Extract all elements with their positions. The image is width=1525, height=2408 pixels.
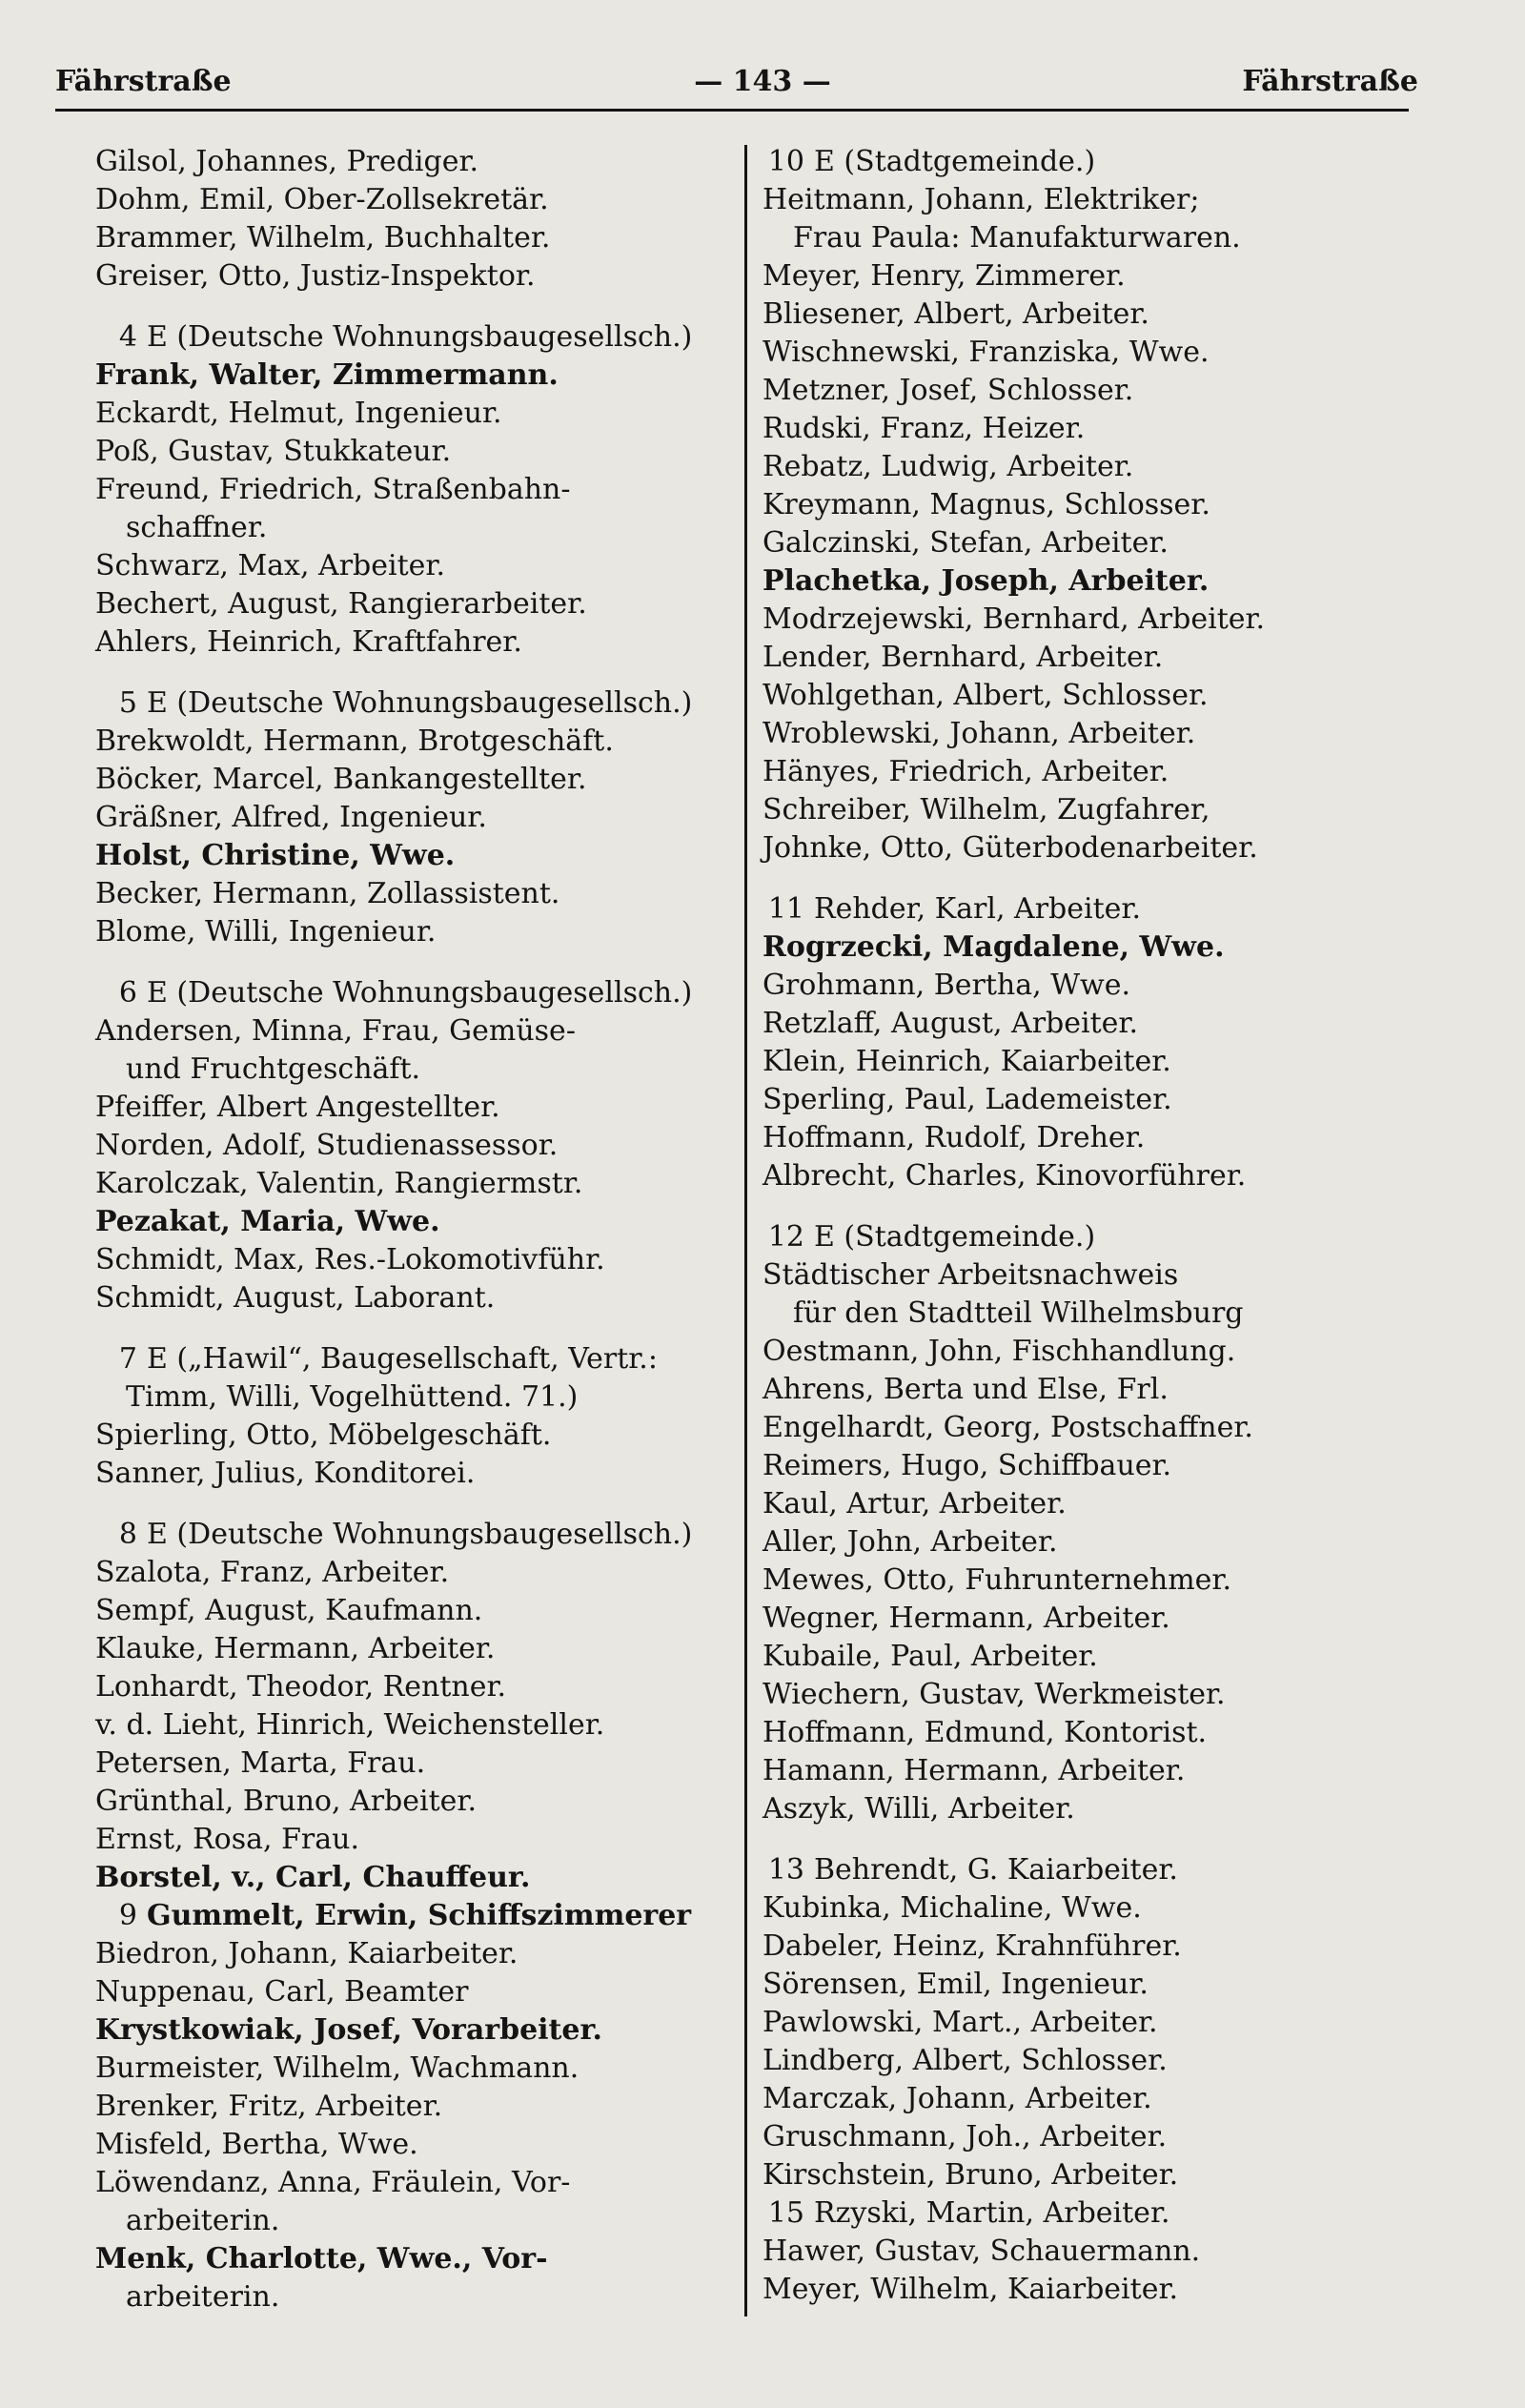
resident-entry (95, 1668, 743, 1706)
resident-entry (95, 2050, 743, 2088)
entry-text: Lonhardt, Theodor, Rentner. (95, 1670, 507, 1704)
resident-entry (95, 219, 743, 257)
entry-text: Kubinka, Michaline, Wwe. (762, 1891, 1142, 1925)
entry-text: Schreiber, Wilhelm, Zugfahrer, (762, 793, 1210, 826)
entry-text: Sperling, Paul, Lademeister. (762, 1083, 1172, 1116)
entry-text: schaffner. (126, 511, 268, 544)
entry-text: Brammer, Wilhelm, Buchhalter. (95, 221, 551, 255)
entry-text: Heitmann, Johann, Elektriker; (762, 183, 1200, 216)
resident-entry (95, 1165, 743, 1203)
resident-entry (762, 601, 1449, 639)
entry-text: E („Hawil“, Baugesellschaft, Vertr.: (147, 1342, 658, 1376)
resident-entry (762, 1295, 1449, 1333)
resident-entry (762, 257, 1449, 296)
resident-entry (95, 875, 743, 913)
entry-text: Galczinski, Stefan, Arbeiter. (762, 526, 1169, 560)
entry-text: Aszyk, Willi, Arbeiter. (762, 1792, 1075, 1826)
resident-entry (762, 715, 1449, 753)
house-number-entry (95, 318, 743, 357)
house-number-entry (95, 1897, 743, 1935)
house-number-entry (762, 890, 1449, 929)
entry-text: Brenker, Fritz, Arbeiter. (95, 2090, 443, 2123)
entry-text: Ahlers, Heinrich, Kraftfahrer. (95, 625, 522, 659)
entry-text: arbeiterin. (126, 2280, 280, 2314)
resident-entry (762, 1447, 1449, 1485)
entry-text: Gummelt, Erwin, Schiffszimmerer (147, 1899, 692, 1932)
resident-entry (762, 929, 1449, 967)
header-rule (55, 109, 1409, 112)
resident-entry (762, 1005, 1449, 1043)
resident-entry (95, 2164, 743, 2202)
resident-entry (95, 1089, 743, 1127)
entry-text: Biedron, Johann, Kaiarbeiter. (95, 1937, 518, 1970)
resident-entry (95, 2011, 743, 2050)
resident-entry (95, 357, 743, 395)
section-gap (762, 1195, 1449, 1218)
resident-entry (762, 1157, 1449, 1195)
entry-text: Städtischer Arbeitsnachweis (762, 1258, 1179, 1292)
entry-text: Blome, Willi, Ingenieur. (95, 915, 437, 949)
entry-text: Holst, Christine, Wwe. (95, 839, 456, 872)
entry-text: und Fruchtgeschäft. (126, 1052, 421, 1086)
house-number-entry (762, 1218, 1449, 1256)
entry-text: Retzlaff, August, Arbeiter. (762, 1007, 1138, 1040)
entry-text: E (Deutsche Wohnungsbaugesellsch.) (147, 976, 693, 1010)
resident-entry (95, 2278, 743, 2316)
resident-entry (95, 1378, 743, 1417)
entry-text: E (Deutsche Wohnungsbaugesellsch.) (147, 320, 693, 354)
house-number: 7 (118, 1342, 137, 1376)
entry-text: Menk, Charlotte, Wwe., Vor- (95, 2242, 548, 2275)
entry-text: Nuppenau, Carl, Beamter (95, 1975, 469, 2009)
resident-entry (762, 1561, 1449, 1600)
resident-entry (762, 2004, 1449, 2042)
entry-text: Sanner, Julius, Konditorei. (95, 1457, 476, 1490)
resident-entry (762, 753, 1449, 791)
entry-text: Löwendanz, Anna, Fräulein, Vor- (95, 2166, 571, 2199)
house-number-entry (762, 143, 1449, 181)
resident-entry (762, 1485, 1449, 1523)
entry-text: Spierling, Otto, Möbelgeschäft. (95, 1418, 552, 1452)
resident-entry (95, 1745, 743, 1783)
section-gap (95, 296, 743, 318)
entry-text: Szalota, Franz, Arbeiter. (95, 1556, 450, 1589)
house-number-entry (95, 684, 743, 723)
resident-entry (95, 1821, 743, 1859)
resident-entry (762, 2042, 1449, 2080)
house-number: 12 (767, 1220, 804, 1254)
entry-text: Kubaile, Paul, Arbeiter. (762, 1640, 1098, 1673)
entry-text: Bliesener, Albert, Arbeiter. (762, 297, 1149, 331)
resident-entry (95, 1455, 743, 1493)
house-number: 11 (767, 892, 804, 926)
entry-text: Oestmann, John, Fischhandlung. (762, 1335, 1236, 1368)
entry-text: Dohm, Emil, Ober-Zollsekretär. (95, 183, 549, 216)
entry-text: für den Stadtteil Wilhelmsburg (793, 1296, 1244, 1330)
resident-entry (762, 296, 1449, 334)
resident-entry (762, 524, 1449, 562)
entry-text: Modrzejewski, Bernhard, Arbeiter. (762, 602, 1266, 636)
resident-entry (762, 791, 1449, 829)
entry-text: Krystkowiak, Josef, Vorarbeiter. (95, 2013, 602, 2047)
resident-entry (762, 486, 1449, 524)
resident-entry (762, 639, 1449, 677)
resident-entry (762, 448, 1449, 486)
entry-text: Pfeiffer, Albert Angestellter. (95, 1091, 500, 1124)
entry-text: Pawlowski, Mart., Arbeiter. (762, 2006, 1158, 2039)
entry-text: Gräßner, Alfred, Ingenieur. (95, 801, 487, 834)
resident-entry (762, 1256, 1449, 1295)
resident-entry (95, 471, 743, 509)
entry-text: E (Stadtgemeinde.) (814, 145, 1096, 178)
entry-text: Hänyes, Friedrich, Arbeiter. (762, 755, 1169, 788)
entry-text: E (Deutsche Wohnungsbaugesellsch.) (147, 1518, 693, 1551)
resident-entry (762, 1043, 1449, 1081)
entry-text: E (Deutsche Wohnungsbaugesellsch.) (147, 686, 693, 720)
entry-text: Klauke, Hermann, Arbeiter. (95, 1632, 496, 1665)
entry-text: Engelhardt, Georg, Postschaffner. (762, 1411, 1253, 1444)
resident-entry (95, 1592, 743, 1630)
section-gap (95, 951, 743, 974)
entry-text: Hawer, Gustav, Schauermann. (762, 2235, 1201, 2268)
entry-text: Freund, Friedrich, Straßenbahn- (95, 473, 571, 506)
entry-text: Greiser, Otto, Justiz-Inspektor. (95, 259, 536, 293)
entry-text: Rzyski, Martin, Arbeiter. (814, 2196, 1170, 2230)
entry-text: Schwarz, Max, Arbeiter. (95, 549, 446, 582)
resident-entry (95, 723, 743, 761)
entry-text: v. d. Lieht, Hinrich, Weichensteller. (95, 1708, 605, 1742)
entry-text: Petersen, Marta, Frau. (95, 1746, 426, 1780)
resident-entry (95, 1973, 743, 2011)
entry-text: Brekwoldt, Hermann, Brotgeschäft. (95, 724, 614, 758)
entry-text: Grohmann, Bertha, Wwe. (762, 969, 1131, 1002)
entry-text: Sempf, August, Kaufmann. (95, 1594, 483, 1627)
resident-entry (95, 799, 743, 837)
entry-text: Kaul, Artur, Arbeiter. (762, 1487, 1067, 1520)
entry-text: Misfeld, Bertha, Wwe. (95, 2128, 418, 2161)
resident-entry (95, 585, 743, 623)
house-number-entry (762, 1851, 1449, 1889)
house-number: 5 (118, 686, 137, 720)
entry-text: Kreymann, Magnus, Schlosser. (762, 488, 1210, 521)
entry-text: Wohlgethan, Albert, Schlosser. (762, 679, 1209, 712)
entry-text: Klein, Heinrich, Kaiarbeiter. (762, 1045, 1171, 1078)
resident-entry (762, 829, 1449, 867)
resident-entry (762, 562, 1449, 601)
entry-text: Lindberg, Albert, Schlosser. (762, 2044, 1168, 2077)
entry-text: Gilsol, Johannes, Prediger. (95, 145, 479, 178)
entry-text: Pezakat, Maria, Wwe. (95, 1205, 440, 1238)
resident-entry (95, 761, 743, 799)
resident-entry (95, 1051, 743, 1089)
entry-text: Wischnewski, Franziska, Wwe. (762, 336, 1210, 369)
section-gap (95, 1317, 743, 1340)
resident-entry (95, 547, 743, 585)
resident-entry (95, 2202, 743, 2240)
section-gap (762, 1828, 1449, 1851)
resident-entry (95, 2240, 743, 2278)
entry-text: Burmeister, Wilhelm, Wachmann. (95, 2051, 580, 2085)
resident-entry (762, 1600, 1449, 1638)
house-number: 8 (118, 1518, 137, 1551)
resident-entry (95, 1012, 743, 1051)
entry-text: Plachetka, Joseph, Arbeiter. (762, 564, 1210, 598)
resident-entry (95, 837, 743, 875)
entry-text: Becker, Hermann, Zollassistent. (95, 877, 560, 910)
entry-text: Andersen, Minna, Frau, Gemüse- (95, 1014, 576, 1048)
right-column (762, 143, 1449, 2309)
street-header-right: Fährstraße (1242, 65, 1418, 98)
entry-text: arbeiterin. (126, 2204, 280, 2237)
entry-text: Schmidt, August, Laborant. (95, 1281, 496, 1315)
resident-entry (95, 257, 743, 296)
entry-text: Reimers, Hugo, Schiffbauer. (762, 1449, 1172, 1482)
resident-entry (762, 1638, 1449, 1676)
house-number-entry (95, 974, 743, 1012)
entry-text: E (Stadtgemeinde.) (814, 1220, 1096, 1254)
entry-text: Meyer, Wilhelm, Kaiarbeiter. (762, 2273, 1179, 2306)
resident-entry (762, 2233, 1449, 2271)
resident-entry (95, 1127, 743, 1165)
resident-entry (95, 433, 743, 471)
resident-entry (762, 1081, 1449, 1119)
entry-text: Poß, Gustav, Stukkateur. (95, 435, 452, 468)
house-number: 15 (767, 2196, 804, 2230)
entry-text: Timm, Willi, Vogelhüttend. 71.) (126, 1380, 579, 1414)
entry-text: Rogrzecki, Magdalene, Wwe. (762, 930, 1225, 964)
entry-text: Frank, Walter, Zimmermann. (95, 358, 559, 392)
resident-entry (95, 1203, 743, 1241)
entry-text: Gruschmann, Joh., Arbeiter. (762, 2120, 1168, 2153)
entry-text: Wroblewski, Johann, Arbeiter. (762, 717, 1196, 750)
resident-entry (95, 1417, 743, 1455)
entry-text: Böcker, Marcel, Bankangestellter. (95, 763, 587, 796)
resident-entry (762, 1119, 1449, 1157)
resident-entry (762, 1409, 1449, 1447)
entry-text: Borstel, v., Carl, Chauffeur. (95, 1861, 531, 1894)
entry-text: Ahrens, Berta und Else, Frl. (762, 1373, 1169, 1406)
resident-entry (762, 1889, 1449, 1928)
resident-entry (762, 1371, 1449, 1409)
resident-entry (95, 395, 743, 433)
entry-text: Ernst, Rosa, Frau. (95, 1823, 359, 1856)
entry-text: Sörensen, Emil, Ingenieur. (762, 1968, 1149, 2001)
entry-text: Karolczak, Valentin, Rangiermstr. (95, 1167, 583, 1200)
column-divider (744, 145, 747, 2316)
resident-entry (762, 2156, 1449, 2194)
entry-text: Wegner, Hermann, Arbeiter. (762, 1602, 1170, 1635)
resident-entry (95, 1859, 743, 1897)
resident-entry (95, 1783, 743, 1821)
resident-entry (95, 1241, 743, 1279)
resident-entry (762, 334, 1449, 372)
resident-entry (95, 2088, 743, 2126)
section-gap (762, 867, 1449, 890)
resident-entry (762, 219, 1449, 257)
entry-text: Wiechern, Gustav, Werkmeister. (762, 1678, 1226, 1711)
section-gap (95, 662, 743, 684)
resident-entry (762, 1714, 1449, 1752)
resident-entry (762, 1676, 1449, 1714)
entry-text: Aller, John, Arbeiter. (762, 1525, 1058, 1559)
entry-text: Bechert, August, Rangierarbeiter. (95, 587, 587, 621)
resident-entry (95, 913, 743, 951)
resident-entry (95, 1279, 743, 1317)
entry-text: Rehder, Karl, Arbeiter. (814, 892, 1141, 926)
resident-entry (95, 181, 743, 219)
resident-entry (95, 1630, 743, 1668)
entry-text: Eckardt, Helmut, Ingenieur. (95, 397, 502, 430)
resident-entry (95, 1935, 743, 1973)
resident-entry (95, 1554, 743, 1592)
resident-entry (762, 1523, 1449, 1561)
entry-text: Metzner, Josef, Schlosser. (762, 374, 1134, 407)
resident-entry (762, 2271, 1449, 2309)
entry-text: Behrendt, G. Kaiarbeiter. (814, 1853, 1178, 1887)
entry-text: Norden, Adolf, Studienassessor. (95, 1129, 559, 1162)
resident-entry (95, 2126, 743, 2164)
entry-text: Hamann, Hermann, Arbeiter. (762, 1754, 1186, 1787)
resident-entry (95, 143, 743, 181)
entry-text: Grünthal, Bruno, Arbeiter. (95, 1785, 477, 1818)
resident-entry (762, 2118, 1449, 2156)
resident-entry (762, 967, 1449, 1005)
house-number-entry (95, 1516, 743, 1554)
entry-text: Albrecht, Charles, Kinovorführer. (762, 1159, 1247, 1193)
entry-text: Kirschstein, Bruno, Arbeiter. (762, 2158, 1179, 2192)
house-number: 9 (118, 1899, 137, 1932)
house-number: 6 (118, 976, 137, 1010)
left-column (95, 143, 743, 2316)
entry-text: Lender, Bernhard, Arbeiter. (762, 641, 1164, 674)
resident-entry (95, 1706, 743, 1745)
resident-entry (762, 1790, 1449, 1828)
resident-entry (762, 1333, 1449, 1371)
resident-entry (762, 181, 1449, 219)
section-gap (95, 1493, 743, 1516)
entry-text: Rudski, Franz, Heizer. (762, 412, 1086, 445)
entry-text: Frau Paula: Manufakturwaren. (793, 221, 1241, 255)
resident-entry (762, 410, 1449, 448)
entry-text: Mewes, Otto, Fuhrunternehmer. (762, 1563, 1231, 1597)
entry-text: Marczak, Johann, Arbeiter. (762, 2082, 1152, 2115)
street-header-left: Fährstraße (55, 65, 232, 98)
entry-text: Johnke, Otto, Güterbodenarbeiter. (762, 831, 1258, 865)
house-number: 13 (767, 1853, 804, 1887)
resident-entry (762, 2080, 1449, 2118)
resident-entry (95, 623, 743, 662)
entry-text: Meyer, Henry, Zimmerer. (762, 259, 1126, 293)
entry-text: Hoffmann, Rudolf, Dreher. (762, 1121, 1146, 1154)
entry-text: Dabeler, Heinz, Krahnführer. (762, 1929, 1182, 1963)
resident-entry (95, 509, 743, 547)
entry-text: Hoffmann, Edmund, Kontorist. (762, 1716, 1208, 1749)
page-number: — 143 — (694, 65, 831, 98)
resident-entry (762, 372, 1449, 410)
house-number: 10 (767, 145, 804, 178)
entry-text: Rebatz, Ludwig, Arbeiter. (762, 450, 1134, 483)
house-number-entry (95, 1340, 743, 1378)
resident-entry (762, 1928, 1449, 1966)
resident-entry (762, 1752, 1449, 1790)
house-number-entry (762, 2194, 1449, 2233)
resident-entry (762, 1966, 1449, 2004)
entry-text: Schmidt, Max, Res.-Lokomotivführ. (95, 1243, 605, 1276)
resident-entry (762, 677, 1449, 715)
house-number: 4 (118, 320, 137, 354)
